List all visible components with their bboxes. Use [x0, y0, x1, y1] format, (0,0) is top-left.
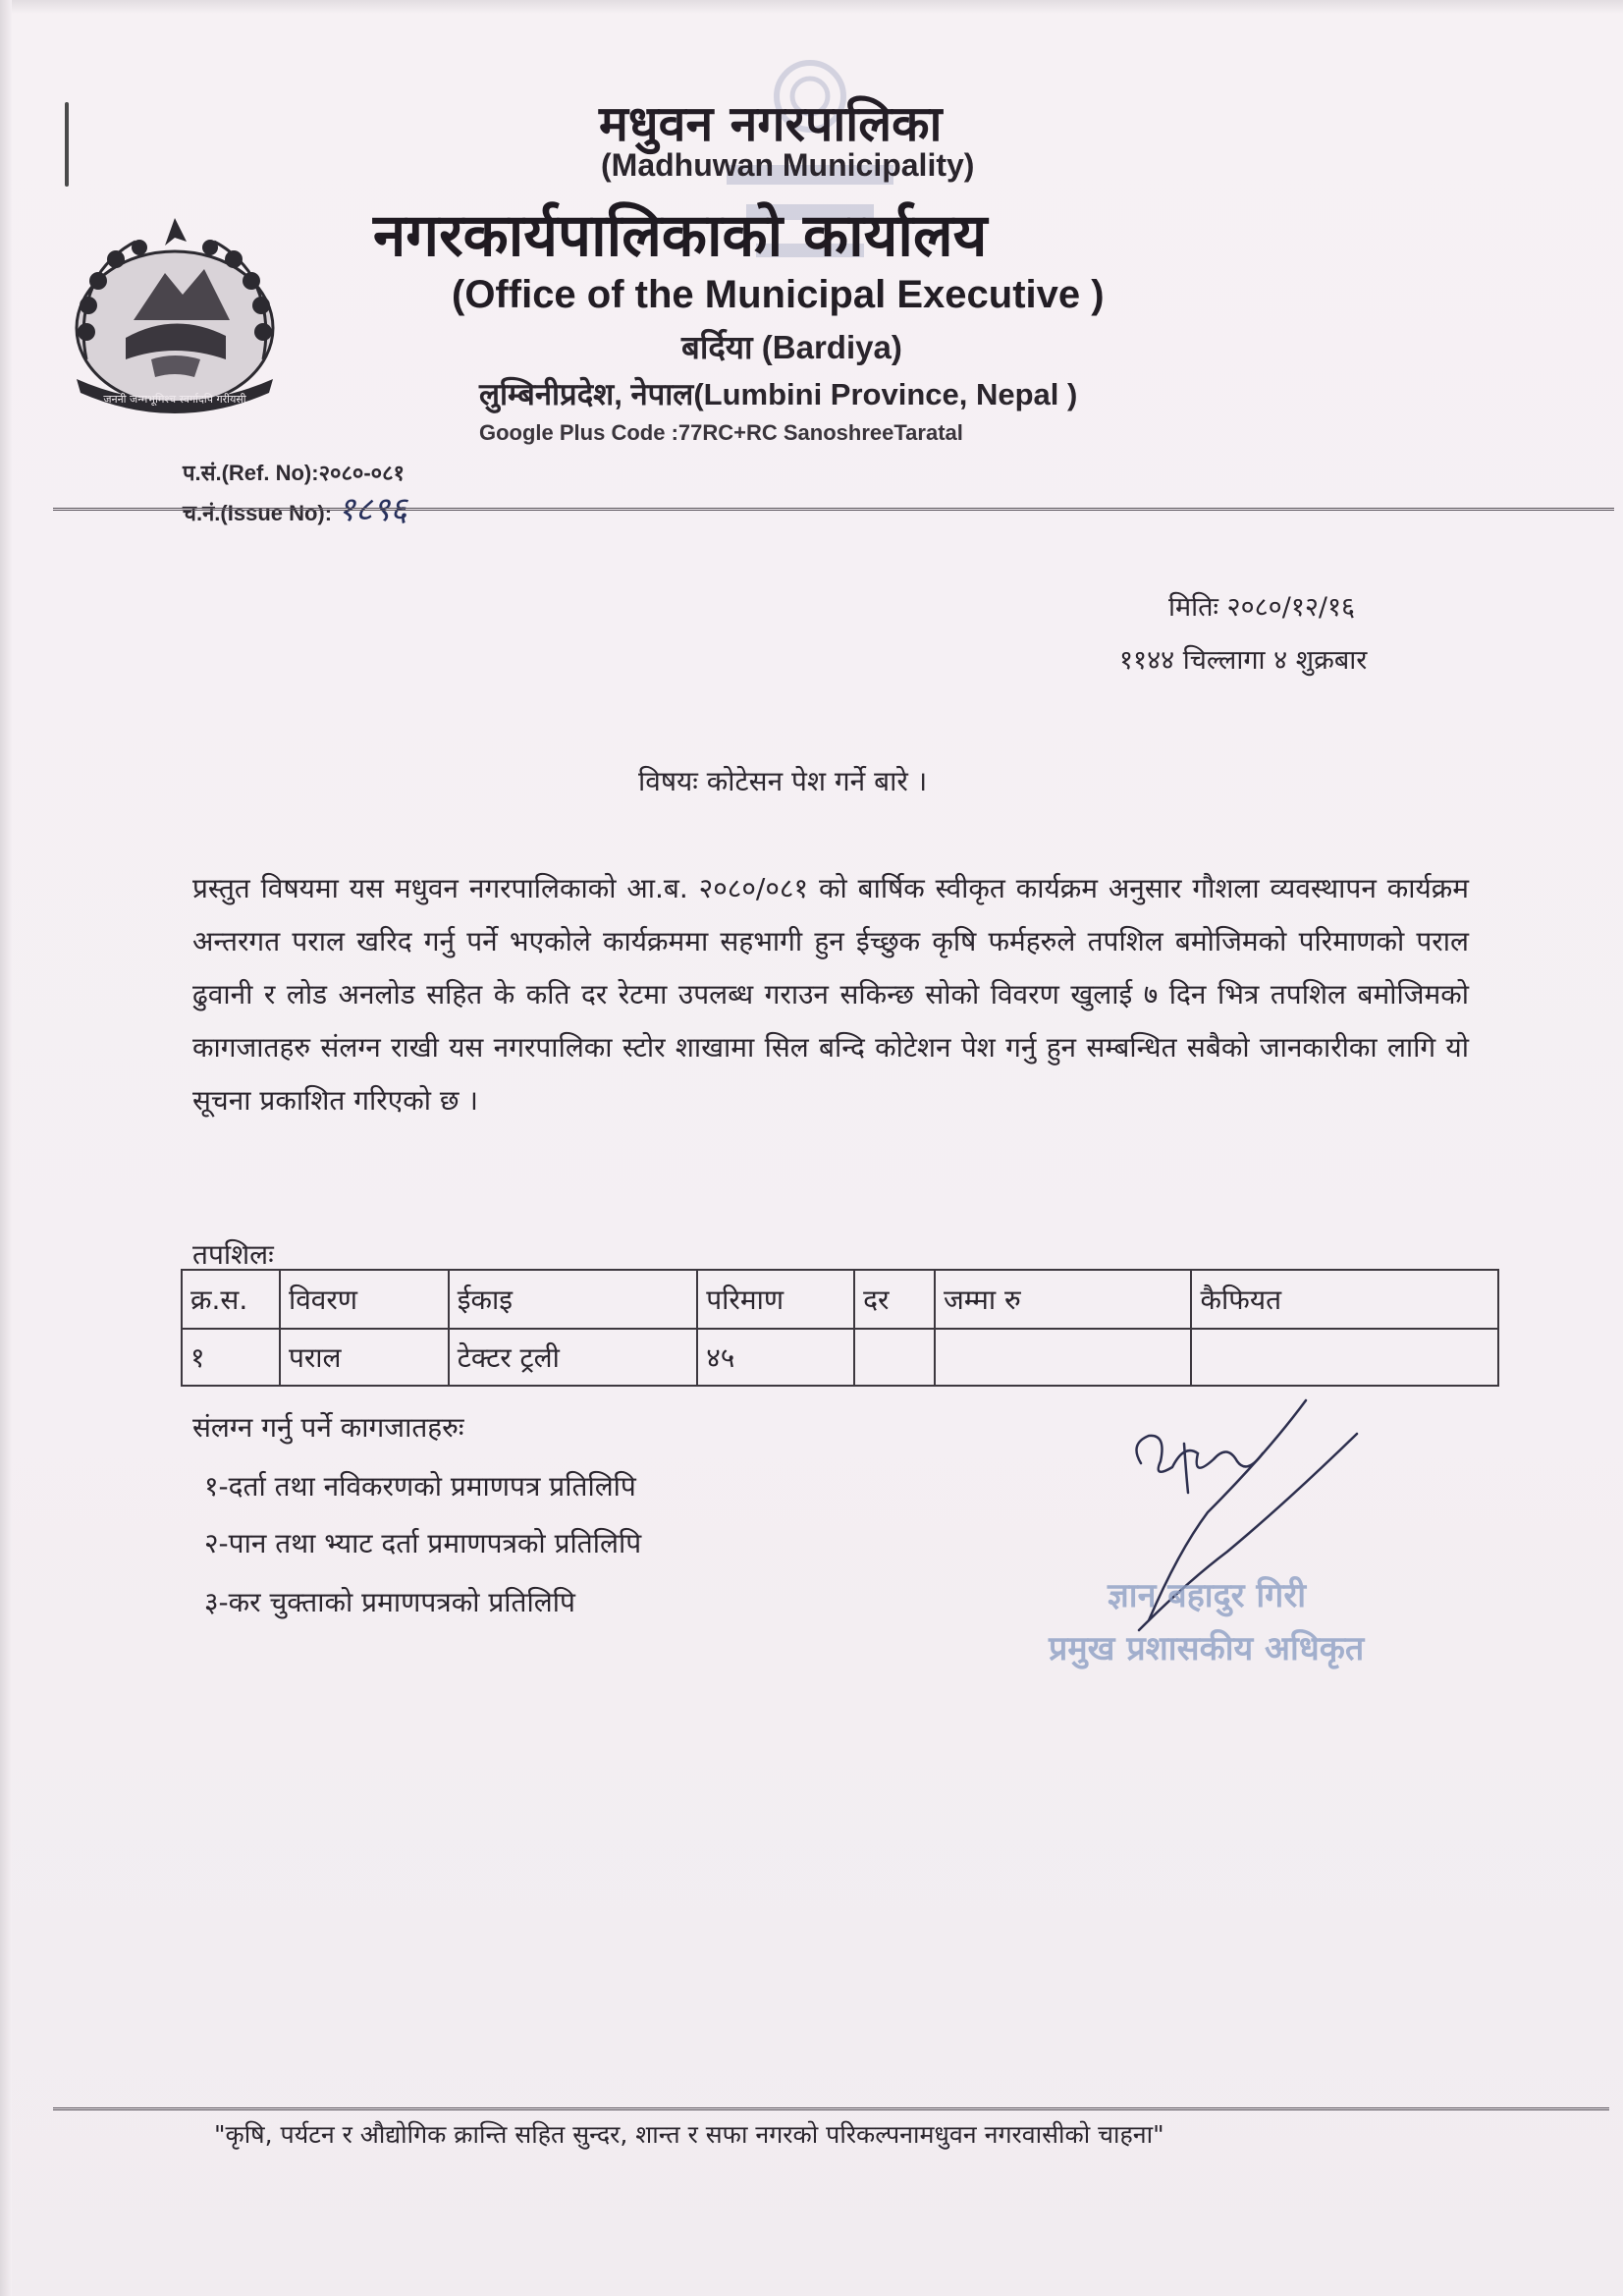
issue-number-label: च.नं.(Issue No):	[183, 501, 333, 525]
municipality-name-english: (Madhuwan Municipality)	[601, 147, 975, 183]
footer-motto: "कृषि, पर्यटन र औद्योगिक क्रान्ति सहित सुन्दर, शान्त र सफा नगरको परिकल्पनामधुवन नगरवासीको चाहना"	[214, 2120, 1164, 2149]
plus-code: Google Plus Code :77RC+RC SanoshreeTaratal	[479, 420, 963, 445]
header-total: जम्मा रु	[935, 1270, 1192, 1329]
footer-divider	[53, 2107, 1609, 2110]
list-item: ३-कर चुक्ताको प्रमाणपत्रको प्रतिलिपि	[204, 1586, 575, 1618]
issue-number-handwritten: १८९६	[338, 490, 407, 529]
header-unit: ईकाइ	[449, 1270, 698, 1329]
nepal-emblem-icon	[57, 212, 293, 426]
subject-line: विषयः कोटेसन पेश गर्ने बारे ।	[638, 765, 928, 797]
header-description: विवरण	[280, 1270, 449, 1329]
header-remarks: कैफियत	[1191, 1270, 1498, 1329]
svg-text:जननी जन्मभूमिश्च स्वर्गादपि गर: जननी जन्मभूमिश्च स्वर्गादपि गरीयसी	[103, 393, 246, 406]
table-header-row	[182, 1270, 1498, 1329]
header-quantity: परिमाण	[697, 1270, 854, 1329]
binding-mark	[65, 102, 69, 187]
province-name: लुम्बिनीप्रदेश, नेपाल(Lumbini Province, Nepal )	[479, 377, 1078, 411]
details-label: तपशिलः	[192, 1238, 274, 1271]
reference-number: प.सं.(Ref. No):२०८०-०८१	[183, 461, 405, 485]
quotation-table	[181, 1269, 1499, 1387]
signatory-name-stamp: ज्ञान बहादुर गिरी	[1108, 1576, 1307, 1615]
page-top-edge	[0, 0, 1623, 14]
office-name-english: (Office of the Municipal Executive )	[452, 273, 1105, 316]
cell-rate	[854, 1329, 935, 1386]
signatory-title-stamp: प्रमुख प्रशासकीय अधिकृत	[1049, 1629, 1365, 1668]
attachments-label: संलग्न गर्नु पर्ने कागजातहरुः	[192, 1411, 464, 1444]
date-nepal-sambat: ११४४ चिल्लागा ४ शुक्रबार	[1119, 645, 1368, 676]
table-row	[182, 1329, 1498, 1386]
office-name-nepali: नगरकार्यपालिकाको कार्यालय	[373, 201, 988, 270]
cell-quantity: ४५	[697, 1329, 854, 1386]
cell-remarks	[1191, 1329, 1498, 1386]
list-item: २-पान तथा भ्याट दर्ता प्रमाणपत्रको प्रतिलिपि	[204, 1527, 642, 1559]
municipality-name-nepali: मधुवन नगरपालिका	[599, 94, 943, 152]
cell-description: पराल	[280, 1329, 449, 1386]
list-item: १-दर्ता तथा नविकरणको प्रमाणपत्र प्रतिलिपि	[204, 1470, 636, 1503]
header-serial: क्र.स.	[182, 1270, 280, 1329]
page-left-edge	[0, 0, 12, 2296]
header-divider	[53, 508, 1614, 511]
header-rate: दर	[854, 1270, 935, 1329]
cell-serial: १	[182, 1329, 280, 1386]
date-bs: मितिः २०८०/१२/१६	[1168, 592, 1356, 623]
district-name: बर्दिया (Bardiya)	[681, 329, 902, 365]
cell-total	[935, 1329, 1192, 1386]
notice-body: प्रस्तुत विषयमा यस मधुवन नगरपालिकाको आ.ब. २०८०/०८१ को बार्षिक स्वीकृत कार्यक्रम अनुसार गौशला व्यवस्थापन कार्यक्रम अन्तरगत पराल खरिद गर्नु पर्ने भएकोले कार्यक्रममा सहभागी हुन ईच्छुक कृषि फर्महरुले तपशिल बमोजिमको परिमाणको पराल ढुवानी र लोड अनलोड सहित के कति दर रेटमा उपलब्ध गराउन सकिन्छ सोको विवरण खुलाई ७ दिन भित्र तपशिल बमोजिमको कागजातहरु संलग्न राखी यस नगरपालिका स्टोर शाखामा सिल बन्दि कोटेशन पेश गर्नु हुन सम्बन्धित सबैको जानकारीका लागि यो सूचना प्रकाशित गरिएको छ ।	[192, 872, 1469, 1117]
cell-unit: टेक्टर ट्रली	[449, 1329, 698, 1386]
